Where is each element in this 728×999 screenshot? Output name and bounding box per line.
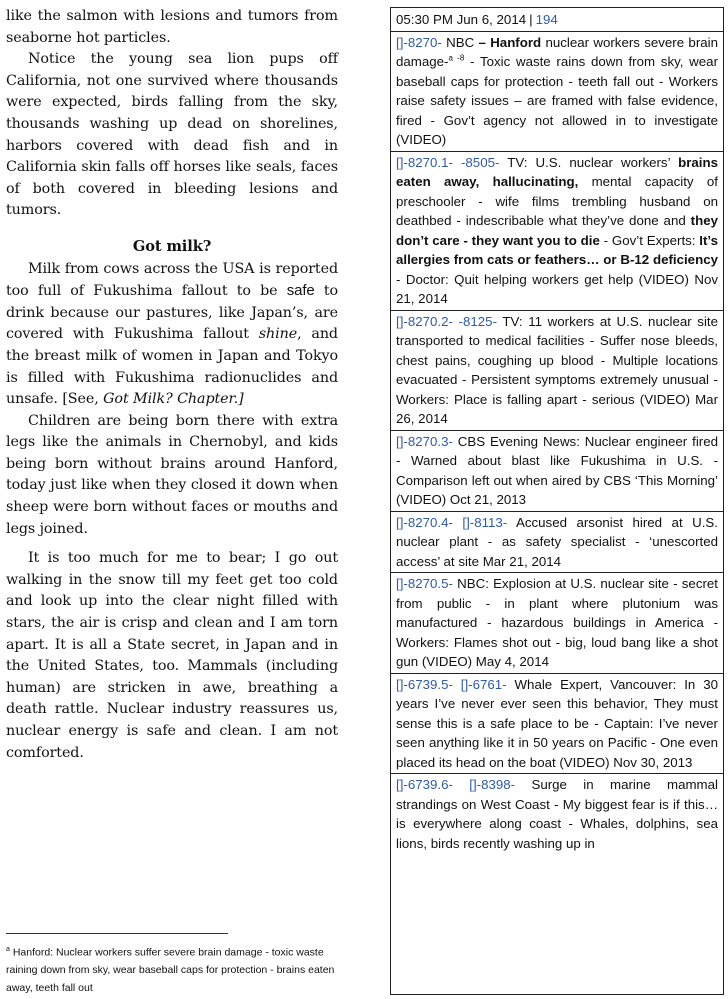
entry-3-id-link[interactable]: []-8270.2- (396, 313, 453, 329)
sidebar-header (391, 8, 723, 32)
header-count-link[interactable]: 194 (535, 12, 558, 27)
paragraph-5: It is too much for me to bear; I go out walking in the snow till my feet get too cold and look up into the clear night filled with stars, the air is crisp and clean and I am torn apart. It is all a State secret, in Japan and in the United States, too. Mammals (including human) are stricken in awe, breathing a death rattle. Nuclear industry reassures us, nuclear energy is safe and clean. I am not comforted. (6, 550, 338, 761)
news-entry-1 (391, 32, 723, 152)
section-heading: Got milk? (132, 237, 212, 255)
p3-text-c: to drink because our pastures, like Japan’s, are covered with Fukushima fallout (6, 283, 338, 343)
footnote-divider (6, 933, 228, 934)
entry-2-bold-d: they don’t care - they want you to die (396, 213, 718, 248)
paragraph-4: Children are being born there with extra legs like the animals in Chernobyl, and kids being born without brains around Hanford, today just like when they closed it down when sheep were born without faces or mouths and legs joined. (6, 412, 338, 537)
entry-8-id2-link[interactable]: []-8398- (452, 777, 516, 792)
p3-chapter-ref: Got Milk? Chapter.] (103, 391, 244, 408)
left-text-column (6, 6, 338, 764)
news-entry-7 (391, 674, 723, 775)
entry-2-text-e: - Gov’t Experts: (599, 232, 700, 248)
p3-shine-word: shine (258, 326, 298, 343)
paragraph-2: Notice the young sea lion pups off California, not one survived where thousands were expected, birds falling from the sky, thousands washing up dead on shorelines, harbors covered with dead fish and in California skin falls off horses like seals, faces of both covered in bleeding lesions and tumors. (6, 51, 338, 219)
footnote (6, 941, 342, 997)
entry-6-id-link[interactable]: []-8270.5- (396, 576, 453, 591)
news-entry-2 (391, 152, 723, 311)
entry-5-id2-link[interactable]: []-8113- (452, 514, 508, 530)
entry-2-text-c: mental capacity of preschooler - wife films trembling husband on deathbed - indescribable what they’ve done and (396, 174, 718, 228)
news-entry-6 (391, 573, 723, 674)
entry-2-id-link[interactable]: []-8270.1- (396, 154, 453, 170)
entry-1-text-c: nuclear workers severe brain damage- (396, 34, 718, 69)
entry-2-bold-b: brains eaten away, hallucinating, (396, 154, 718, 189)
entry-4-id-link[interactable]: []-8270.3- (396, 433, 453, 449)
entry-1-text-d: - Toxic waste rains down from sky, wear baseball caps for protection - teeth fall out - Workers raise safety issues – are framed with false evidence, fired - Gov’t agency not allowed in to investigate (VIDEO) (396, 54, 718, 147)
entry-7-text: Whale Expert, Vancouver: In 30 years I’ve never ever seen this behavior, They must sense this is a safe place to be - Captain: I’ve never seen anything like it in 50 years on Pacific - One even placed its head on the boat (VIDEO) Nov 30, 2013 (396, 676, 718, 770)
paragraph-1: like the salmon with lesions and tumors from seaborne hot particles. (6, 8, 338, 46)
entry-7-id-link[interactable]: []-6739.5- (396, 676, 453, 692)
entry-5-text: Accused arsonist hired at U.S. nuclear plant - as safety specialist - ‘unescorted access’ at site Mar 21, 2014 (396, 514, 718, 569)
news-entry-4 (391, 431, 723, 512)
entry-2-id2-link[interactable]: -8505- (452, 154, 500, 170)
entry-6-text: NBC: Explosion at U.S. nuclear site - secret from public - in plant where plutonium was manufactured - hazardous buildings in America - Workers: Flames shot out - big, loud bang like a shot gun (VIDEO) May 4, 2014 (396, 576, 718, 669)
entry-5-id-link[interactable]: []-8270.4- (396, 514, 453, 530)
entry-3-text: TV: 11 workers at U.S. nuclear site transported to medical facilities - Suffer nose bleeds, chest pains, coughing up blood - Multiple locations evacuated - Persistent symptoms extremely unusual - Workers: Place is falling apart - serious (VIDEO) Mar 26, 2014 (396, 313, 718, 426)
news-sidebar (390, 7, 724, 995)
paragraph-3 (6, 259, 338, 411)
footnote-marker: a (6, 946, 10, 953)
news-entry-3 (391, 311, 723, 431)
entry-8-id-link[interactable]: []-6739.6- (396, 777, 453, 792)
entry-2-text-a: TV: U.S. nuclear workers’ (499, 154, 679, 170)
p3-text-e: , and the breast milk of women in Japan and Tokyo is filled with Fukushima radionuclides and unsafe. [See, (6, 326, 338, 408)
p3-text-a: Milk from cows across the USA is reported too full of Fukushima fallout to be (6, 260, 338, 300)
p3-safe-word: safe (286, 282, 315, 300)
entry-3-id2-link[interactable]: -8125- (452, 313, 497, 329)
entry-1-superscript: a -8 (448, 53, 465, 63)
footnote-text: Hanford: Nuclear workers suffer severe brain damage - toxic waste raining down from sky, wear baseball caps for protection - brains eaten away, teeth fall out (6, 946, 335, 994)
entry-4-text: CBS Evening News: Nuclear engineer fired - Warned about blast like Fukushima in U.S. - Comparison left out when aired by CBS ‘This Morning’ (VIDEO) Oct 21, 2013 (396, 433, 718, 507)
entry-2-text-g: - Doctor: Quit helping workers get help (VIDEO) Nov 21, 2014 (396, 271, 718, 306)
entry-8-text: Surge in marine mammal strandings on West Coast - My biggest fear is if this… is everywhere along coast - Whales, dolphins, sea lions, birds recently washing up in (396, 777, 718, 851)
entry-1-id-link[interactable]: []-8270- (396, 34, 442, 50)
news-entry-8 (391, 774, 723, 854)
news-entry-5 (391, 512, 723, 574)
header-timestamp: 05:30 PM Jun 6, 2014 (396, 12, 527, 27)
header-separator: | (529, 12, 533, 27)
entry-1-text-a: NBC (441, 34, 479, 50)
entry-2-bold-f: It’s allergies from cats or feathers… or B-12 deficiency (396, 232, 719, 267)
entry-7-id2-link[interactable]: []-6761- (452, 676, 507, 692)
entry-1-bold: – Hanford (478, 34, 542, 50)
